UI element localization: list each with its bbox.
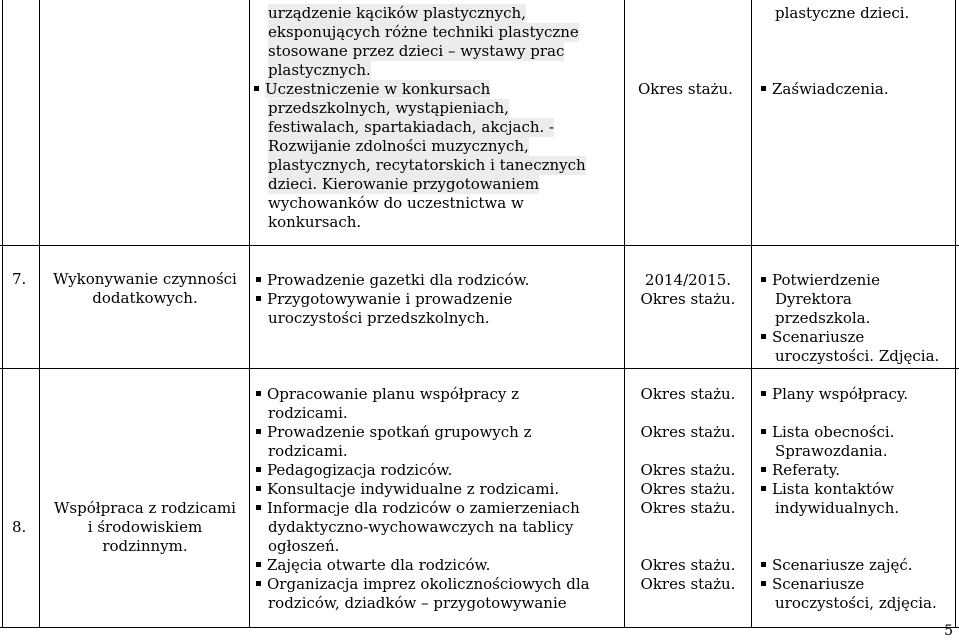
evidence-text: Lista obecności. xyxy=(772,423,895,441)
bullet-icon xyxy=(761,391,766,396)
activity-line: stosowane przez dzieci – wystawy prac xyxy=(268,42,565,60)
row8-evidence-a xyxy=(761,385,908,404)
activity-line: eksponujących różne techniki plastyczne xyxy=(268,23,579,41)
activity-line: dzieci. Kierowanie przygotowaniem xyxy=(268,175,540,193)
bullet-icon xyxy=(761,86,766,91)
bullet-icon xyxy=(761,277,766,282)
row8-terms-b xyxy=(625,423,751,442)
term-text: 2014/2015. xyxy=(644,271,732,289)
row8-terms-a xyxy=(625,385,751,404)
evidence-text: Referaty. xyxy=(772,461,840,479)
row7-category xyxy=(40,270,250,308)
top-row-evidence-bullet xyxy=(761,80,889,99)
table-border-bottom xyxy=(0,627,959,628)
activity-text: Prowadzenie gazetki dla rodziców. xyxy=(267,271,530,289)
bullet-icon xyxy=(761,581,766,586)
row8-terms-c xyxy=(625,461,751,518)
activity-line: konkursach. xyxy=(268,213,362,231)
evidence-text: Lista kontaktów xyxy=(772,480,894,498)
activity-text: rodziców, dziadków – przygotowywanie xyxy=(268,594,567,612)
activity-text: Zajęcia otwarte dla rodziców. xyxy=(267,556,491,574)
evidence-text: Plany współpracy. xyxy=(772,385,909,403)
activity-text: ogłoszeń. xyxy=(268,537,340,555)
row7-activities xyxy=(256,271,529,328)
table-border-col4 xyxy=(751,0,752,628)
activity-text: Konsultacje indywidualne z rodzicami. xyxy=(267,480,560,498)
category-text: dodatkowych. xyxy=(92,289,198,307)
evidence-text: przedszkola. xyxy=(775,309,871,327)
term-text: Okres stażu. xyxy=(640,480,736,498)
top-row-evidence xyxy=(775,4,909,23)
evidence-text: Sprawozdania. xyxy=(775,442,888,460)
evidence-text: plastyczne dzieci. xyxy=(775,4,910,22)
bullet-icon xyxy=(254,86,259,91)
evidence-text: uroczystości. Zdjęcia. xyxy=(775,347,940,365)
term-text: Okres stażu. xyxy=(640,385,736,403)
activity-line: plastycznych, recytatorskich i tanecznych xyxy=(268,156,586,174)
activity-line: plastycznych. xyxy=(268,61,371,79)
evidence-text: indywidualnych. xyxy=(775,499,900,517)
category-text: i środowiskiem xyxy=(87,518,203,536)
term-text: Okres stażu. xyxy=(638,80,733,98)
term-text: Okres stażu. xyxy=(640,556,736,574)
activity-text: Przygotowywanie i prowadzenie xyxy=(267,290,513,308)
category-text: rodzinnym. xyxy=(102,537,188,555)
evidence-text: Potwierdzenie xyxy=(772,271,880,289)
evidence-text: Zaświadczenia. xyxy=(772,80,889,98)
evidence-text: Scenariusze xyxy=(772,328,865,346)
activity-bullet-line: Uczestniczenie w konkursach xyxy=(254,80,586,99)
bullet-icon xyxy=(256,486,261,491)
activity-line: wychowanków do uczestnictwa w xyxy=(268,194,524,212)
page-number: 5 xyxy=(944,623,953,639)
evidence-text: Scenariusze xyxy=(772,575,865,593)
bullet-icon xyxy=(256,581,261,586)
row8-terms-d xyxy=(625,556,751,594)
evidence-text: Scenariusze zajęć. xyxy=(772,556,913,574)
activity-text: Organizacja imprez okolicznościowych dla xyxy=(267,575,590,593)
activity-text: Pedagogizacja rodziców. xyxy=(267,461,453,479)
row-number: 8. xyxy=(12,518,27,536)
term-text: Okres stażu. xyxy=(640,499,736,517)
row8-activities xyxy=(256,385,590,613)
bullet-icon xyxy=(761,486,766,491)
row-divider-top xyxy=(0,245,959,246)
activity-text: Prowadzenie spotkań grupowych z xyxy=(267,423,532,441)
activity-line: przedszkolnych, wystąpieniach, xyxy=(268,99,509,117)
activity-text: rodzicami. xyxy=(268,442,348,460)
activity-line: urządzenie kącików plastycznych, xyxy=(268,4,526,22)
term-text: Okres stażu. xyxy=(640,575,736,593)
term-text: Okres stażu. xyxy=(640,290,736,308)
activity-text: rodzicami. xyxy=(268,404,348,422)
row7-evidence xyxy=(761,271,939,366)
top-row-activity xyxy=(265,4,586,232)
row7-term xyxy=(625,271,751,309)
bullet-icon xyxy=(761,429,766,434)
table-border-col3 xyxy=(624,0,625,628)
row-number: 7. xyxy=(12,270,27,288)
bullet-icon xyxy=(256,391,261,396)
activity-text: uroczystości przedszkolnych. xyxy=(268,309,490,327)
activity-text: Informacje dla rodziców o zamierzeniach xyxy=(267,499,580,517)
bullet-icon xyxy=(761,467,766,472)
evidence-text: uroczystości, zdjęcia. xyxy=(775,594,937,612)
row8-category xyxy=(40,499,250,556)
row8-evidence-b xyxy=(761,423,899,518)
category-text: Wykonywanie czynności xyxy=(53,270,237,288)
row8-evidence-c xyxy=(761,556,937,613)
table-border-right xyxy=(955,0,956,628)
bullet-icon xyxy=(256,296,261,301)
term-text: Okres stażu. xyxy=(640,423,736,441)
top-row-term xyxy=(638,80,733,99)
bullet-icon xyxy=(256,429,261,434)
activity-text: Opracowanie planu współpracy z xyxy=(267,385,520,403)
bullet-icon xyxy=(256,505,261,510)
bullet-icon xyxy=(761,334,766,339)
activity-line: Rozwijanie zdolności muzycznych, xyxy=(268,137,529,155)
row-divider-middle xyxy=(0,368,959,369)
table-border-left xyxy=(2,0,3,628)
activity-line: festiwalach, spartakiadach, akcjach. - xyxy=(268,118,555,136)
bullet-icon xyxy=(256,467,261,472)
bullet-icon xyxy=(256,277,261,282)
term-text: Okres stażu. xyxy=(640,461,736,479)
activity-text: dydaktyczno-wychowawczych na tablicy xyxy=(268,518,574,536)
evidence-text: Dyrektora xyxy=(775,290,852,308)
bullet-icon xyxy=(256,562,261,567)
category-text: Współpraca z rodzicami xyxy=(54,499,236,517)
bullet-icon xyxy=(761,562,766,567)
